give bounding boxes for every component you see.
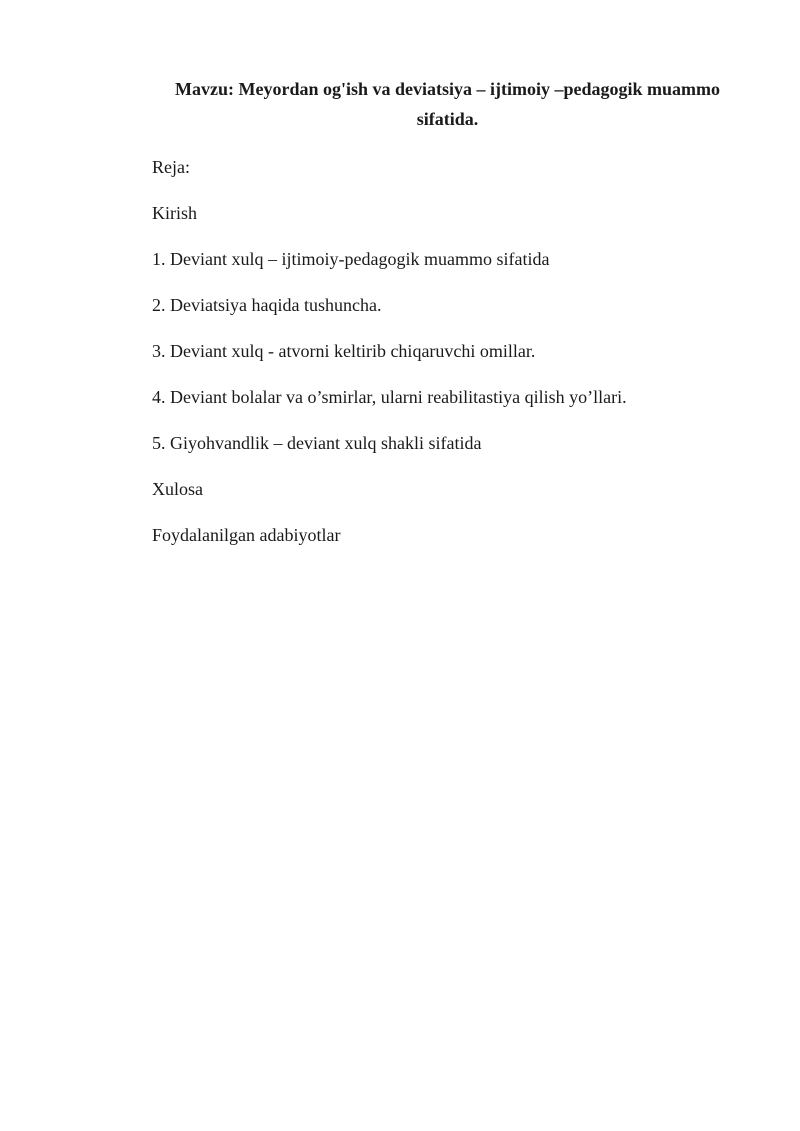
intro-item: Kirish — [152, 203, 197, 223]
plan-item-2: 2. Deviatsiya haqida tushuncha. — [152, 295, 382, 315]
conclusion-item: Xulosa — [152, 479, 203, 499]
plan-item-5: 5. Giyohvandlik – deviant xulq shakli sifatida — [152, 433, 482, 453]
references-item: Foydalanilgan adabiyotlar — [152, 525, 341, 545]
plan-item-3: 3. Deviant xulq - atvorni keltirib chiqaruvchi omillar. — [152, 341, 536, 361]
document-title: Mavzu: Meyordan og'ish va deviatsiya – ijtimoiy –pedagogik muammo sifatida. — [175, 79, 720, 129]
plan-item-1: 1. Deviant xulq – ijtimoiy-pedagogik muammo sifatida — [152, 249, 550, 269]
plan-label: Reja: — [152, 157, 190, 177]
plan-item-4: 4. Deviant bolalar va o’smirlar, ularni reabilitastiya qilish yo’llari. — [152, 387, 627, 407]
